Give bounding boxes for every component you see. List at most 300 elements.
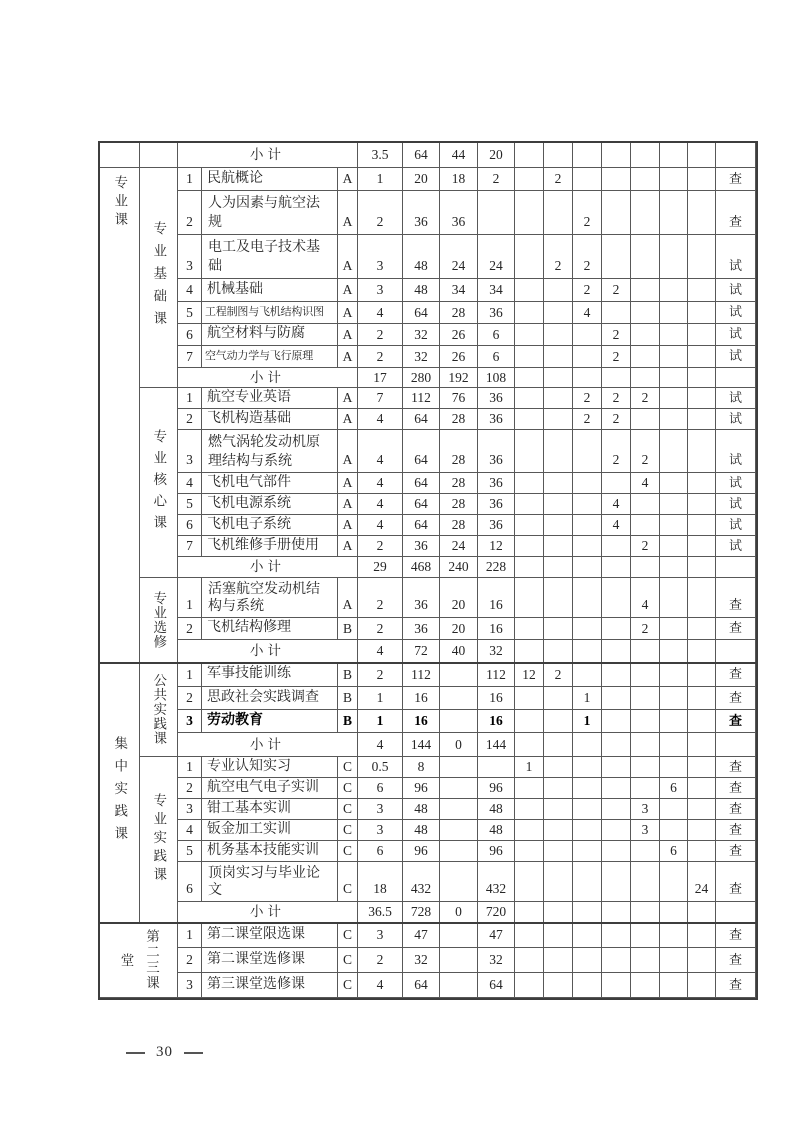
course-credits: 6 — [358, 841, 403, 862]
course-practice-hours: 16 — [478, 710, 515, 733]
course-total-hours: 36 — [403, 578, 440, 618]
exam-type: 查 — [716, 663, 756, 687]
subcategory-label — [140, 578, 178, 663]
semester-6-hours — [660, 578, 688, 618]
course-theory-hours — [440, 862, 478, 902]
course-credits: 3 — [358, 820, 403, 841]
semester-5-hours — [631, 235, 660, 279]
course-no: 3 — [178, 710, 202, 733]
course-no: 7 — [178, 536, 202, 557]
course-no: 5 — [178, 841, 202, 862]
exam-type: 查 — [716, 820, 756, 841]
course-credits: 4 — [358, 302, 403, 324]
semester-6-hours — [660, 710, 688, 733]
course-total-hours: 96 — [403, 778, 440, 799]
course-theory-hours: 34 — [440, 279, 478, 302]
course-name: 第三课堂选修课 — [202, 973, 338, 998]
semester-7-hours — [688, 388, 716, 409]
course-credits: 2 — [358, 948, 403, 973]
semester-4-cell — [602, 733, 631, 757]
subtotal-credits: 36.5 — [358, 902, 403, 923]
course-name: 空气动力学与飞行原理 — [202, 346, 338, 368]
exam-type: 试 — [716, 388, 756, 409]
course-no: 3 — [178, 973, 202, 998]
semester-1-hours — [515, 235, 544, 279]
subtotal-theory-hours: 44 — [440, 143, 478, 168]
semester-5-hours — [631, 973, 660, 998]
subtotal-practice-hours: 20 — [478, 143, 515, 168]
semester-6-hours — [660, 430, 688, 473]
semester-4-cell — [602, 368, 631, 388]
semester-1-hours — [515, 473, 544, 494]
course-no: 2 — [178, 687, 202, 710]
semester-5-hours: 2 — [631, 388, 660, 409]
semester-5-hours — [631, 302, 660, 324]
course-practice-hours: 36 — [478, 515, 515, 536]
course-total-hours: 48 — [403, 235, 440, 279]
course-credits: 18 — [358, 862, 403, 902]
course-type: A — [338, 578, 358, 618]
semester-2-hours: 2 — [544, 168, 573, 191]
exam-type: 查 — [716, 578, 756, 618]
course-practice-hours: 64 — [478, 973, 515, 998]
semester-3-hours: 2 — [573, 279, 602, 302]
semester-1-hours — [515, 536, 544, 557]
semester-2-hours — [544, 820, 573, 841]
exam-type: 试 — [716, 346, 756, 368]
semester-5-hours — [631, 862, 660, 902]
course-name: 机务基本技能实训 — [202, 841, 338, 862]
exam-type: 试 — [716, 409, 756, 430]
course-type: A — [338, 191, 358, 235]
course-name: 飞机结构修理 — [202, 618, 338, 640]
course-total-hours: 32 — [403, 324, 440, 346]
course-total-hours: 32 — [403, 346, 440, 368]
course-no: 4 — [178, 279, 202, 302]
semester-7-hours — [688, 841, 716, 862]
semester-3-hours: 1 — [573, 687, 602, 710]
course-type: C — [338, 757, 358, 778]
page-number-dash — [126, 1052, 145, 1054]
course-total-hours: 64 — [403, 494, 440, 515]
course-credits: 2 — [358, 536, 403, 557]
section-divider — [100, 922, 756, 924]
course-credits: 1 — [358, 687, 403, 710]
course-total-hours: 48 — [403, 820, 440, 841]
category-label-text: 堂 — [118, 953, 134, 967]
course-total-hours: 64 — [403, 409, 440, 430]
course-no: 4 — [178, 473, 202, 494]
semester-2-hours — [544, 862, 573, 902]
semester-6-hours — [660, 168, 688, 191]
semester-5-hours: 3 — [631, 820, 660, 841]
exam-type-cell — [716, 902, 756, 923]
course-name: 飞机电源系统 — [202, 494, 338, 515]
course-name: 人为因素与航空法规 — [202, 191, 338, 235]
semester-7-hours — [688, 973, 716, 998]
semester-3-hours — [573, 663, 602, 687]
semester-7-hours — [688, 578, 716, 618]
semester-1-hours — [515, 948, 544, 973]
course-no: 2 — [178, 191, 202, 235]
course-name: 飞机电气部件 — [202, 473, 338, 494]
course-practice-hours: 36 — [478, 388, 515, 409]
course-total-hours: 112 — [403, 388, 440, 409]
semester-4-hours — [602, 862, 631, 902]
course-name: 活塞航空发动机结构与系统 — [202, 578, 338, 618]
course-total-hours: 64 — [403, 302, 440, 324]
semester-7-hours — [688, 168, 716, 191]
semester-5-hours: 2 — [631, 536, 660, 557]
course-type: A — [338, 302, 358, 324]
course-theory-hours: 26 — [440, 346, 478, 368]
semester-2-hours — [544, 388, 573, 409]
subtotal-label: 小计 — [178, 902, 358, 923]
course-practice-hours: 36 — [478, 302, 515, 324]
semester-5-hours — [631, 168, 660, 191]
course-theory-hours — [440, 841, 478, 862]
course-type: A — [338, 168, 358, 191]
semester-7-hours — [688, 757, 716, 778]
semester-2-hours — [544, 578, 573, 618]
semester-6-cell — [660, 143, 688, 168]
semester-1-cell — [515, 640, 544, 663]
course-no: 3 — [178, 799, 202, 820]
course-theory-hours: 76 — [440, 388, 478, 409]
course-total-hours: 48 — [403, 279, 440, 302]
semester-1-hours — [515, 973, 544, 998]
semester-3-hours — [573, 473, 602, 494]
course-total-hours: 32 — [403, 948, 440, 973]
semester-1-hours — [515, 578, 544, 618]
subtotal-total-hours: 728 — [403, 902, 440, 923]
course-total-hours: 16 — [403, 687, 440, 710]
course-no: 2 — [178, 409, 202, 430]
exam-type: 试 — [716, 494, 756, 515]
subcategory-label-text: 专业核心课 — [151, 428, 167, 537]
semester-3-cell — [573, 733, 602, 757]
semester-6-hours — [660, 515, 688, 536]
semester-3-hours — [573, 841, 602, 862]
semester-3-hours — [573, 430, 602, 473]
exam-type: 试 — [716, 536, 756, 557]
semester-4-hours: 2 — [602, 279, 631, 302]
semester-1-hours: 12 — [515, 663, 544, 687]
course-theory-hours — [440, 948, 478, 973]
course-practice-hours: 96 — [478, 841, 515, 862]
course-practice-hours: 16 — [478, 578, 515, 618]
exam-type: 查 — [716, 973, 756, 998]
semester-2-cell — [544, 557, 573, 578]
semester-6-hours — [660, 820, 688, 841]
course-practice-hours: 36 — [478, 494, 515, 515]
course-total-hours: 16 — [403, 710, 440, 733]
semester-5-hours — [631, 515, 660, 536]
semester-4-hours — [602, 841, 631, 862]
semester-5-hours: 2 — [631, 618, 660, 640]
course-credits: 4 — [358, 430, 403, 473]
course-practice-hours: 112 — [478, 663, 515, 687]
exam-type: 查 — [716, 757, 756, 778]
semester-4-hours — [602, 923, 631, 948]
semester-4-cell — [602, 143, 631, 168]
semester-7-hours — [688, 948, 716, 973]
exam-type: 查 — [716, 778, 756, 799]
semester-6-hours — [660, 799, 688, 820]
semester-2-hours — [544, 948, 573, 973]
semester-2-hours — [544, 430, 573, 473]
semester-2-hours — [544, 473, 573, 494]
semester-7-hours — [688, 494, 716, 515]
semester-6-cell — [660, 557, 688, 578]
category-label-text: 集中实践课 — [112, 736, 128, 849]
section-divider — [100, 662, 756, 664]
semester-3-hours — [573, 618, 602, 640]
course-practice-hours: 16 — [478, 618, 515, 640]
semester-4-hours — [602, 235, 631, 279]
course-theory-hours — [440, 778, 478, 799]
course-name: 军事技能训练 — [202, 663, 338, 687]
semester-2-hours: 2 — [544, 235, 573, 279]
course-type: A — [338, 430, 358, 473]
semester-6-hours — [660, 235, 688, 279]
semester-1-cell — [515, 143, 544, 168]
semester-1-hours — [515, 841, 544, 862]
semester-2-hours — [544, 515, 573, 536]
semester-6-cell — [660, 902, 688, 923]
course-credits: 1 — [358, 710, 403, 733]
semester-4-hours — [602, 618, 631, 640]
exam-type: 查 — [716, 191, 756, 235]
course-credits: 1 — [358, 168, 403, 191]
course-total-hours: 112 — [403, 663, 440, 687]
subcategory-label — [140, 168, 178, 388]
semester-5-hours — [631, 778, 660, 799]
semester-1-hours — [515, 820, 544, 841]
subtotal-label: 小计 — [178, 640, 358, 663]
semester-4-hours — [602, 168, 631, 191]
semester-7-hours — [688, 663, 716, 687]
semester-1-hours — [515, 168, 544, 191]
course-credits: 2 — [358, 663, 403, 687]
semester-1-hours — [515, 191, 544, 235]
course-type: A — [338, 235, 358, 279]
subtotal-practice-hours: 144 — [478, 733, 515, 757]
semester-1-hours — [515, 302, 544, 324]
semester-5-cell — [631, 902, 660, 923]
course-type: C — [338, 862, 358, 902]
semester-7-cell — [688, 368, 716, 388]
semester-6-hours — [660, 923, 688, 948]
course-no: 3 — [178, 430, 202, 473]
subcategory-label-text: 专业基础课 — [151, 221, 167, 334]
semester-3-cell — [573, 902, 602, 923]
subtotal-credits: 4 — [358, 733, 403, 757]
course-theory-hours: 28 — [440, 473, 478, 494]
semester-2-hours — [544, 536, 573, 557]
page-number: 30 — [156, 1044, 173, 1060]
semester-2-cell — [544, 368, 573, 388]
semester-1-hours — [515, 778, 544, 799]
left-category-cell — [100, 143, 140, 168]
semester-4-hours — [602, 191, 631, 235]
course-name: 顶岗实习与毕业论文 — [202, 862, 338, 902]
course-practice-hours: 48 — [478, 820, 515, 841]
semester-7-cell — [688, 640, 716, 663]
course-name: 飞机维修手册使用 — [202, 536, 338, 557]
course-total-hours: 64 — [403, 473, 440, 494]
semester-2-hours — [544, 302, 573, 324]
semester-7-hours — [688, 346, 716, 368]
semester-5-cell — [631, 143, 660, 168]
course-no: 1 — [178, 757, 202, 778]
course-credits: 2 — [358, 618, 403, 640]
semester-3-hours — [573, 578, 602, 618]
subtotal-total-hours: 280 — [403, 368, 440, 388]
semester-6-cell — [660, 368, 688, 388]
subtotal-theory-hours: 240 — [440, 557, 478, 578]
course-name: 专业认知实习 — [202, 757, 338, 778]
semester-4-cell — [602, 557, 631, 578]
course-no: 1 — [178, 168, 202, 191]
exam-type: 查 — [716, 862, 756, 902]
semester-4-hours: 4 — [602, 515, 631, 536]
course-name: 工程制图与飞机结构识图 — [202, 302, 338, 324]
semester-2-hours — [544, 618, 573, 640]
semester-4-hours — [602, 473, 631, 494]
category-label-text: 专业课 — [112, 175, 128, 231]
semester-3-cell — [573, 143, 602, 168]
course-type: C — [338, 948, 358, 973]
exam-type-cell — [716, 733, 756, 757]
semester-3-hours — [573, 862, 602, 902]
course-theory-hours: 36 — [440, 191, 478, 235]
semester-2-hours — [544, 923, 573, 948]
course-type: C — [338, 973, 358, 998]
semester-5-cell — [631, 368, 660, 388]
course-name: 电工及电子技术基础 — [202, 235, 338, 279]
course-theory-hours: 28 — [440, 302, 478, 324]
semester-7-hours — [688, 409, 716, 430]
course-credits: 7 — [358, 388, 403, 409]
semester-4-hours — [602, 757, 631, 778]
semester-3-hours: 2 — [573, 409, 602, 430]
subcategory-label-text: 专业实践课 — [151, 793, 167, 886]
course-type: B — [338, 710, 358, 733]
course-theory-hours — [440, 923, 478, 948]
course-type: A — [338, 536, 358, 557]
semester-5-hours — [631, 409, 660, 430]
semester-6-hours — [660, 388, 688, 409]
course-name: 钣金加工实训 — [202, 820, 338, 841]
course-practice-hours: 32 — [478, 948, 515, 973]
course-credits: 6 — [358, 778, 403, 799]
semester-1-hours — [515, 494, 544, 515]
course-no: 3 — [178, 235, 202, 279]
exam-type-cell — [716, 557, 756, 578]
course-practice-hours: 36 — [478, 430, 515, 473]
course-practice-hours: 34 — [478, 279, 515, 302]
semester-7-hours — [688, 923, 716, 948]
semester-7-hours — [688, 324, 716, 346]
course-credits: 3 — [358, 235, 403, 279]
course-no: 6 — [178, 862, 202, 902]
subtotal-theory-hours: 192 — [440, 368, 478, 388]
subtotal-credits: 29 — [358, 557, 403, 578]
course-theory-hours: 28 — [440, 494, 478, 515]
course-name: 钳工基本实训 — [202, 799, 338, 820]
semester-1-hours: 1 — [515, 757, 544, 778]
semester-7-hours — [688, 536, 716, 557]
semester-1-cell — [515, 368, 544, 388]
semester-5-hours — [631, 663, 660, 687]
course-type: C — [338, 820, 358, 841]
course-name: 第二课堂选修课 — [202, 948, 338, 973]
course-theory-hours: 18 — [440, 168, 478, 191]
semester-5-hours — [631, 324, 660, 346]
semester-6-hours: 6 — [660, 778, 688, 799]
course-theory-hours — [440, 799, 478, 820]
semester-2-cell — [544, 902, 573, 923]
exam-type: 查 — [716, 687, 756, 710]
course-type: A — [338, 409, 358, 430]
semester-7-cell — [688, 557, 716, 578]
semester-1-hours — [515, 346, 544, 368]
course-theory-hours: 28 — [440, 515, 478, 536]
semester-6-hours — [660, 191, 688, 235]
semester-5-hours — [631, 710, 660, 733]
semester-2-hours — [544, 494, 573, 515]
semester-1-hours — [515, 388, 544, 409]
semester-4-hours — [602, 578, 631, 618]
semester-5-hours — [631, 757, 660, 778]
semester-6-hours — [660, 302, 688, 324]
semester-1-hours — [515, 409, 544, 430]
subtotal-practice-hours: 32 — [478, 640, 515, 663]
semester-3-hours: 2 — [573, 191, 602, 235]
course-theory-hours — [440, 973, 478, 998]
semester-2-hours — [544, 757, 573, 778]
semester-7-hours — [688, 302, 716, 324]
semester-3-hours: 4 — [573, 302, 602, 324]
semester-5-hours: 4 — [631, 578, 660, 618]
semester-5-hours — [631, 841, 660, 862]
semester-2-cell — [544, 143, 573, 168]
semester-6-hours: 6 — [660, 841, 688, 862]
semester-7-hours — [688, 710, 716, 733]
course-theory-hours: 26 — [440, 324, 478, 346]
semester-3-hours — [573, 948, 602, 973]
course-theory-hours: 24 — [440, 235, 478, 279]
semester-3-cell — [573, 557, 602, 578]
course-credits: 4 — [358, 409, 403, 430]
semester-1-cell — [515, 733, 544, 757]
semester-6-hours — [660, 948, 688, 973]
course-theory-hours: 20 — [440, 578, 478, 618]
semester-6-hours — [660, 324, 688, 346]
exam-type-cell — [716, 640, 756, 663]
semester-6-hours — [660, 494, 688, 515]
semester-1-hours — [515, 687, 544, 710]
subcategory-label — [140, 663, 178, 757]
semester-6-cell — [660, 733, 688, 757]
semester-4-cell — [602, 902, 631, 923]
course-credits: 4 — [358, 473, 403, 494]
semester-7-cell — [688, 143, 716, 168]
course-credits: 4 — [358, 494, 403, 515]
course-practice-hours — [478, 757, 515, 778]
course-credits: 4 — [358, 515, 403, 536]
